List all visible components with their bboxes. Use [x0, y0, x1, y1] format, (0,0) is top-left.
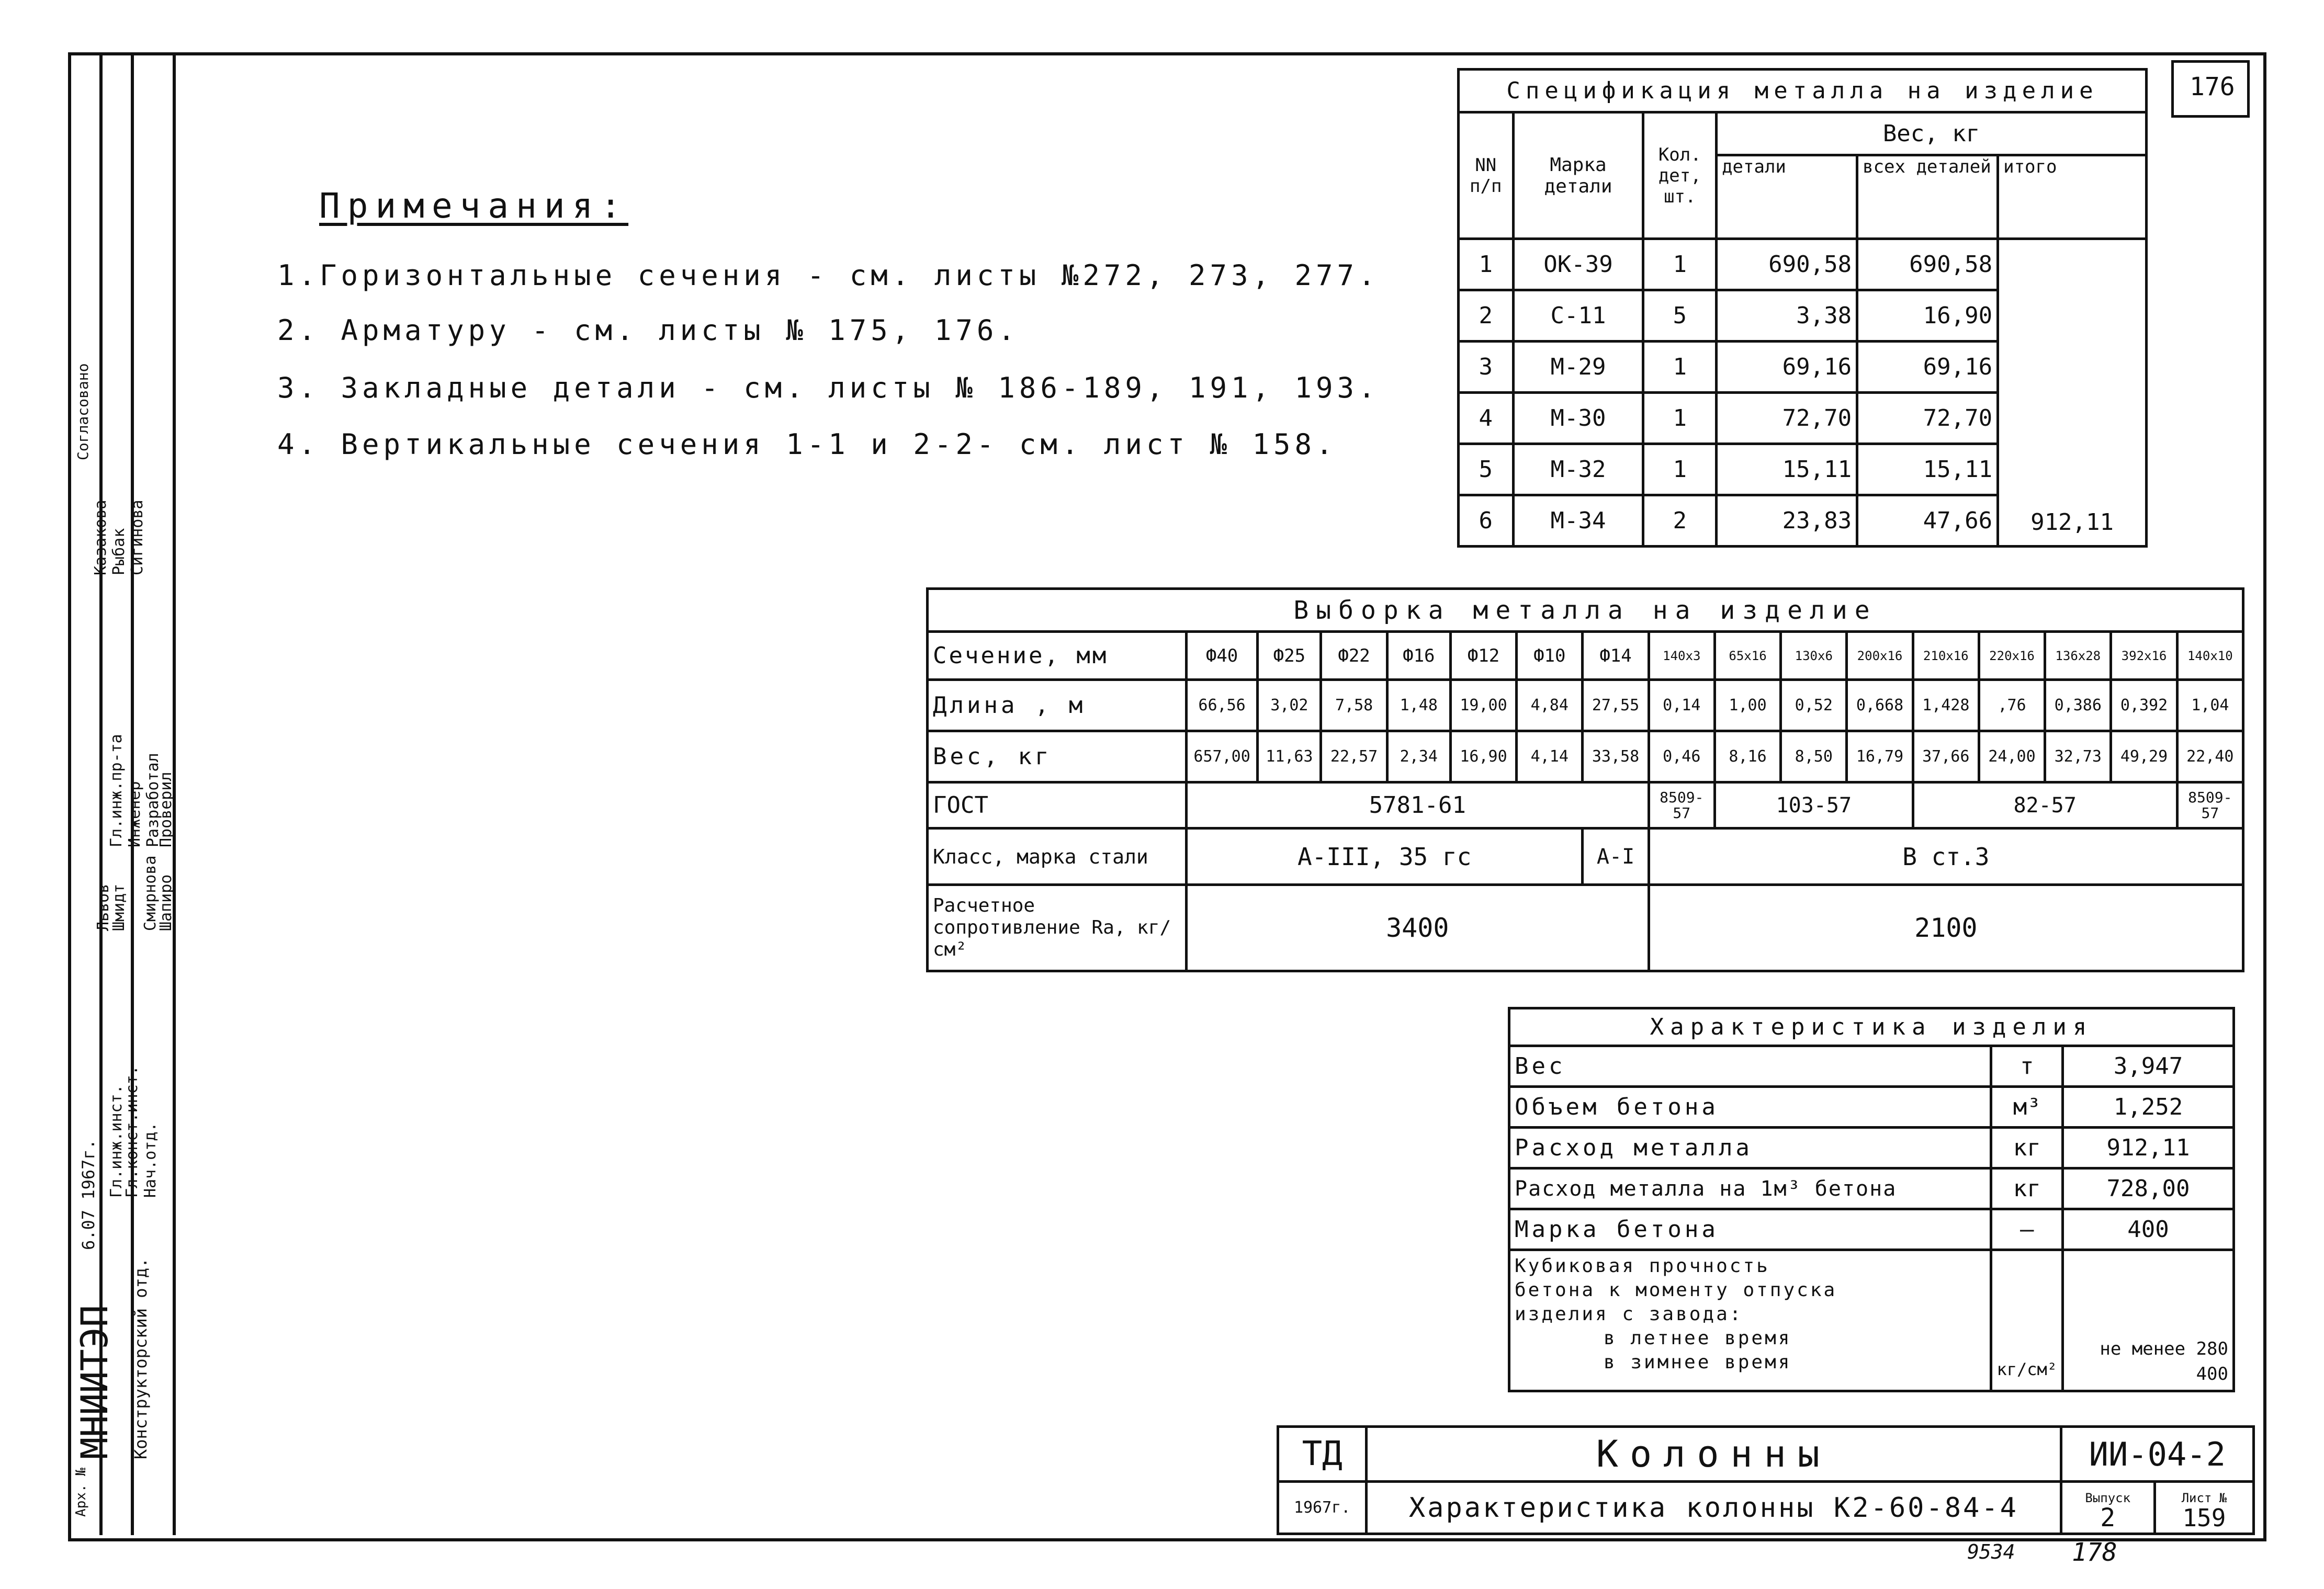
- spec-cell: 1: [1643, 239, 1717, 290]
- weight-cell: 0,46: [1649, 731, 1714, 782]
- table-row: [928, 828, 2243, 885]
- spec-cell: 690,58: [1717, 239, 1857, 290]
- section-cell: 140х3: [1649, 632, 1714, 680]
- title-name: Колонны: [1367, 1427, 2061, 1482]
- strength-values: [2063, 1250, 2234, 1391]
- length-cell: 7,58: [1321, 680, 1387, 731]
- note-item-1: 1.Горизонтальные сечения - см. листы №272, 273, 277.: [277, 259, 1380, 292]
- section-cell: Ф12: [1450, 632, 1516, 680]
- strength-value-winter: 400: [2196, 1364, 2228, 1384]
- spec-cell: 1: [1459, 239, 1514, 290]
- spec-cell: 3,38: [1717, 290, 1857, 342]
- sidebar-role-7: Проверил: [157, 771, 175, 847]
- table-row: [928, 782, 2243, 828]
- spec-total: 912,11: [1998, 239, 2147, 547]
- section-cell: 392х16: [2111, 632, 2177, 680]
- strength-line: Кубиковая прочность: [1515, 1255, 1770, 1277]
- weight-cell: 33,58: [1583, 731, 1649, 782]
- length-cell: 1,00: [1714, 680, 1780, 731]
- weight-cell: 22,40: [2177, 731, 2243, 782]
- table-row: [928, 632, 2243, 680]
- section-cell: 220х16: [1979, 632, 2045, 680]
- weight-cell: 8,16: [1714, 731, 1780, 782]
- gost-cell: 8509-57: [2177, 782, 2243, 828]
- issue-label: Выпуск: [2085, 1490, 2131, 1505]
- section-cell: 136х28: [2045, 632, 2111, 680]
- sheet-value: 159: [2182, 1503, 2226, 1532]
- section-cell: 200х16: [1847, 632, 1913, 680]
- spec-cell: М-34: [1513, 495, 1643, 547]
- weight-cell: 16,90: [1450, 731, 1516, 782]
- gost-cell: 8509-57: [1649, 782, 1714, 828]
- character-name: Марка бетона: [1509, 1209, 1991, 1250]
- footer-number-1: 9534: [1967, 1540, 2015, 1563]
- table-row: [1509, 1046, 2234, 1087]
- spec-cell: 3: [1459, 342, 1514, 393]
- note-item-2: 2. Арматуру - см. листы № 175, 176.: [277, 314, 1019, 347]
- character-table: [1508, 1007, 2235, 1392]
- sidebar-role-6: Разработал: [144, 753, 162, 847]
- sidebar-role-5: Инженер: [126, 781, 144, 847]
- section-cell: 210х16: [1913, 632, 1979, 680]
- class-cell: А-III, 35 гс: [1186, 828, 1583, 885]
- length-cell: 0,52: [1781, 680, 1847, 731]
- strength-line: бетона к моменту отпуска: [1515, 1279, 1837, 1301]
- spec-cell: С-11: [1513, 290, 1643, 342]
- row-label-length: Длина , м: [928, 680, 1187, 731]
- sidebar-name-5: Сигинова: [128, 500, 146, 575]
- table-row: [928, 885, 2243, 971]
- table-row: [1509, 1128, 2234, 1168]
- spec-title: Спецификация металла на изделие: [1459, 70, 2147, 112]
- row-label-resist: Расчетное сопротивление Ra, кг/см²: [928, 885, 1187, 971]
- character-value: 400: [2063, 1209, 2234, 1250]
- length-cell: 1,04: [2177, 680, 2243, 731]
- spec-cell: 15,11: [1857, 444, 1998, 495]
- spec-header-total: итого: [1998, 155, 2147, 239]
- length-cell: 0,668: [1847, 680, 1913, 731]
- character-value: 1,252: [2063, 1087, 2234, 1128]
- spec-cell: 69,16: [1717, 342, 1857, 393]
- page-number: 176: [2190, 72, 2235, 101]
- spec-cell: 72,70: [1857, 393, 1998, 444]
- spec-cell: М-32: [1513, 444, 1643, 495]
- character-value: 3,947: [2063, 1046, 2234, 1087]
- spec-cell: 1: [1643, 393, 1717, 444]
- spec-table: [1457, 68, 2148, 548]
- spec-header-all: всех деталей: [1857, 155, 1998, 239]
- sheet-label: Лист №: [2181, 1490, 2227, 1505]
- footer-number-2: 178: [2072, 1538, 2117, 1567]
- table-row: [1509, 1087, 2234, 1128]
- character-unit: —: [1991, 1209, 2063, 1250]
- character-unit: м³: [1991, 1087, 2063, 1128]
- table-row: [1509, 1209, 2234, 1250]
- strength-value-summer: не менее 280: [2100, 1338, 2228, 1359]
- notes-title: Примечания:: [319, 186, 629, 226]
- character-unit: кг: [1991, 1128, 2063, 1168]
- spec-header-nn: NN п/п: [1459, 112, 1514, 239]
- sidebar-date: 6.07 1967г.: [78, 1139, 98, 1250]
- sidebar-role-2: Гл.конст.инст.: [123, 1065, 141, 1198]
- vyborka-table: [926, 587, 2244, 972]
- spec-cell: 47,66: [1857, 495, 1998, 547]
- spec-cell: 6: [1459, 495, 1514, 547]
- title-subtitle: Характеристика колонны К2-60-84-4: [1367, 1482, 2061, 1534]
- character-unit: т: [1991, 1046, 2063, 1087]
- table-row: [1459, 239, 2147, 290]
- title-year: 1967г.: [1278, 1482, 1367, 1534]
- length-cell: 4,84: [1517, 680, 1583, 731]
- class-cell: А-I: [1583, 828, 1649, 885]
- section-cell: Ф14: [1583, 632, 1649, 680]
- sidebar-arch: Арх. №: [73, 1468, 89, 1517]
- character-name: Вес: [1509, 1046, 1991, 1087]
- weight-cell: 24,00: [1979, 731, 2045, 782]
- length-cell: 1,428: [1913, 680, 1979, 731]
- title-code: ИИ-04-2: [2061, 1427, 2253, 1482]
- character-name: Расход металла: [1509, 1128, 1991, 1168]
- character-unit: кг: [1991, 1168, 2063, 1209]
- spec-cell: 2: [1459, 290, 1514, 342]
- spec-header-one: детали: [1717, 155, 1857, 239]
- weight-cell: 49,29: [2111, 731, 2177, 782]
- weight-cell: 32,73: [2045, 731, 2111, 782]
- strength-line: в летнее время: [1604, 1327, 1792, 1349]
- length-cell: 27,55: [1583, 680, 1649, 731]
- weight-cell: 22,57: [1321, 731, 1387, 782]
- length-cell: 19,00: [1450, 680, 1516, 731]
- section-cell: 65х16: [1714, 632, 1780, 680]
- gost-cell: 5781-61: [1186, 782, 1649, 828]
- spec-cell: М-29: [1513, 342, 1643, 393]
- spec-cell: 72,70: [1717, 393, 1857, 444]
- strength-line: изделия с завода:: [1515, 1303, 1743, 1325]
- spec-cell: 69,16: [1857, 342, 1998, 393]
- character-name: Расход металла на 1м³ бетона: [1509, 1168, 1991, 1209]
- spec-cell: 16,90: [1857, 290, 1998, 342]
- table-row: [1509, 1168, 2234, 1209]
- spec-cell: 1: [1643, 444, 1717, 495]
- resist-cell: 2100: [1649, 885, 2243, 971]
- spec-cell: 690,58: [1857, 239, 1998, 290]
- spec-header-mark: Марка детали: [1513, 112, 1643, 239]
- weight-cell: 11,63: [1258, 731, 1321, 782]
- section-cell: Ф10: [1517, 632, 1583, 680]
- length-cell: 1,48: [1387, 680, 1450, 731]
- weight-cell: 37,66: [1913, 731, 1979, 782]
- character-title: Характеристика изделия: [1509, 1008, 2234, 1046]
- row-label-gost: ГОСТ: [928, 782, 1187, 828]
- weight-cell: 16,79: [1847, 731, 1913, 782]
- strength-cell: [1509, 1250, 1991, 1391]
- length-cell: 3,02: [1258, 680, 1321, 731]
- section-cell: 130х6: [1781, 632, 1847, 680]
- character-value: 728,00: [2063, 1168, 2234, 1209]
- section-cell: 140х10: [2177, 632, 2243, 680]
- spec-cell: 5: [1643, 290, 1717, 342]
- sidebar-sign-label: Согласовано: [74, 363, 92, 460]
- table-row: [1509, 1250, 2234, 1391]
- spec-cell: 23,83: [1717, 495, 1857, 547]
- sidebar-name-3: Казакова: [92, 500, 110, 575]
- sidebar-name-6: Смирнова: [141, 855, 160, 931]
- sidebar-name-7: Шапиро: [157, 874, 175, 931]
- row-label-weight: Вес, кг: [928, 731, 1187, 782]
- title-org: ТД: [1278, 1427, 1367, 1482]
- length-cell: 0,14: [1649, 680, 1714, 731]
- length-cell: 66,56: [1186, 680, 1257, 731]
- weight-cell: 4,14: [1517, 731, 1583, 782]
- spec-cell: 2: [1643, 495, 1717, 547]
- length-cell: ,76: [1979, 680, 2045, 731]
- spec-cell: ОК-39: [1513, 239, 1643, 290]
- sidebar-name-1: Львов: [94, 883, 112, 931]
- spec-header-weight: Вес, кг: [1717, 112, 2147, 155]
- note-item-3: 3. Закладные детали - см. листы № 186-189, 191, 193.: [277, 371, 1380, 404]
- sidebar-role-1: Гл.инж.инст.: [107, 1084, 126, 1198]
- title-issue-cell: [2061, 1482, 2154, 1534]
- section-cell: Ф40: [1186, 632, 1257, 680]
- gost-cell: 82-57: [1913, 782, 2177, 828]
- weight-cell: 8,50: [1781, 731, 1847, 782]
- character-value: 912,11: [2063, 1128, 2234, 1168]
- length-cell: 0,392: [2111, 680, 2177, 731]
- weight-cell: 657,00: [1186, 731, 1257, 782]
- sidebar-role-4: Гл.инж.пр-та: [107, 734, 126, 847]
- spec-header-qty: Кол. дет, шт.: [1643, 112, 1717, 239]
- section-cell: Ф22: [1321, 632, 1387, 680]
- spec-cell: 5: [1459, 444, 1514, 495]
- title-block: [1277, 1425, 2255, 1535]
- length-cell: 0,386: [2045, 680, 2111, 731]
- gost-cell: 103-57: [1714, 782, 1913, 828]
- issue-value: 2: [2100, 1503, 2116, 1533]
- character-name: Объем бетона: [1509, 1087, 1991, 1128]
- sidebar-role-3: Нач.отд.: [141, 1122, 160, 1198]
- section-cell: Ф25: [1258, 632, 1321, 680]
- row-label-class: Класс, марка стали: [928, 828, 1187, 885]
- spec-cell: 4: [1459, 393, 1514, 444]
- title-sheet-cell: [2154, 1482, 2253, 1534]
- sidebar-name-2: Шмидт: [110, 883, 128, 931]
- spec-cell: М-30: [1513, 393, 1643, 444]
- vyborka-title: Выборка металла на изделие: [928, 589, 2243, 632]
- strength-line: в зимнее время: [1604, 1352, 1792, 1373]
- spec-cell: 1: [1643, 342, 1717, 393]
- note-item-4: 4. Вертикальные сечения 1-1 и 2-2- см. лист № 158.: [277, 428, 1337, 461]
- resist-cell: 3400: [1186, 885, 1649, 971]
- weight-cell: 2,34: [1387, 731, 1450, 782]
- row-label-section: Сечение, мм: [928, 632, 1187, 680]
- table-row: [928, 731, 2243, 782]
- sidebar-dept: Конструкторский отд.: [131, 1257, 151, 1459]
- class-cell: В ст.3: [1649, 828, 2243, 885]
- table-row: [928, 680, 2243, 731]
- section-cell: Ф16: [1387, 632, 1450, 680]
- strength-unit: кг/см²: [1991, 1250, 2063, 1391]
- sidebar-name-4: Рыбак: [110, 528, 128, 575]
- sidebar-institute: МНИИТЭП: [73, 1304, 116, 1459]
- spec-cell: 15,11: [1717, 444, 1857, 495]
